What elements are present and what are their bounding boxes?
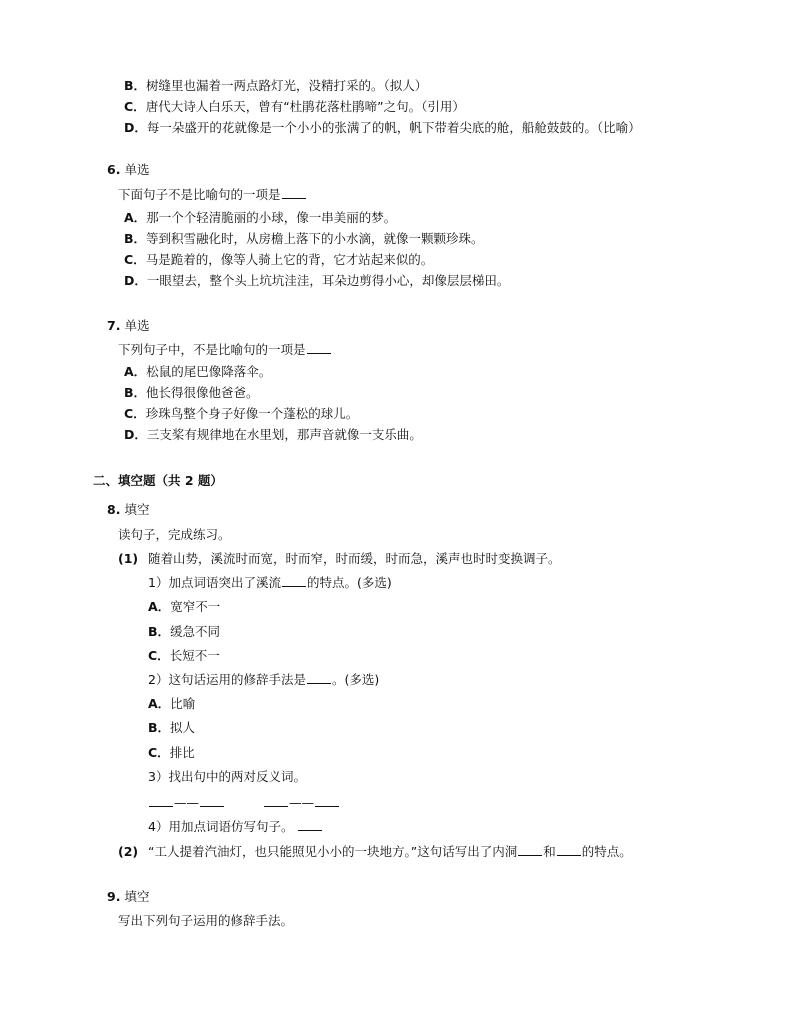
option-letter: B． [124,78,147,93]
q7-option-d [124,426,422,444]
question-type: 单选 [124,162,150,177]
option-text: 比喻 [170,696,196,711]
q8-p1-option-c [148,647,220,665]
q6-option-c [124,251,433,269]
sub-question-text: 随着山势，溪流时而宽，时而窄，时而缓，时而急，溪声也时时变换调子。 [148,551,561,566]
question-stem: 下面句子不是比喻句的一项是 [118,187,281,202]
option-text: 珍珠鸟整个身子好像一个蓬松的球儿。 [145,406,359,421]
answer-blank[interactable] [307,671,331,684]
option-letter: B． [148,624,171,639]
q8-p2-option-c [148,744,195,762]
section-title: 二、填空题（共 2 题） [93,473,223,488]
q8-p3-antonym-blanks [148,794,340,812]
question-number: 8. [107,502,121,517]
answer-blank[interactable] [298,818,322,831]
option-letter: C． [124,99,146,114]
option-text: 一眼望去，整个头上坑坑洼洼，耳朵边剪得小心，却像层层梯田。 [146,273,510,288]
q8-p1-option-b [148,623,220,641]
answer-blank[interactable] [307,341,331,354]
answer-blank[interactable] [315,794,339,807]
q9-header [107,888,149,906]
option-letter: B． [124,231,147,246]
q6-option-d [124,272,509,290]
option-letter: C． [124,406,146,421]
sub-question-text: 的特点。 [581,844,632,859]
option-letter: A． [124,210,147,225]
question-number: 7. [107,318,121,333]
q6-stem [118,186,307,204]
option-text: 排比 [169,745,195,760]
q8-sub1-sentence [118,550,561,568]
q8-p2 [148,671,379,689]
option-text: 松鼠的尾巴像降落伞。 [146,364,272,379]
q8-header [107,501,149,519]
answer-blank[interactable] [264,794,288,807]
question-stem: 下列句子中，不是比喻句的一项是 [118,342,306,357]
q8-p2-option-b [148,719,195,737]
option-letter: A． [124,364,147,379]
answer-blank[interactable] [149,794,173,807]
option-text: 他长得很像他爸爸。 [146,385,259,400]
question-number: 6. [107,162,121,177]
option-text: 唐代大诗人白乐天，曾有“杜鹃花落杜鹃啼”之句。（引用） [145,99,465,114]
q8-p1 [148,574,392,592]
q9-stem: 写出下列句子运用的修辞手法。 [118,913,294,928]
dash: —— [288,795,314,810]
option-text: 马是跪着的，像等人骑上它的背，它才站起来似的。 [145,252,434,267]
option-letter: B． [148,720,171,735]
option-text: 那一个个轻清脆丽的小球，像一串美丽的梦。 [146,210,397,225]
sub-question-text: “工人提着汽油灯，也只能照见小小的一块地方。”这句话写出了内洞 [148,844,518,859]
option-text: 缓急不同 [170,624,221,639]
q5-option-c [124,98,465,116]
option-letter: D． [124,273,147,288]
q8-sub2 [118,843,632,861]
option-text: 树缝里也漏着一两点路灯光，没精打采的。（拟人） [146,78,428,93]
option-text: 宽窄不一 [170,599,221,614]
question-number: 9. [107,889,121,904]
prompt-text: 4）用加点词语仿写句子。 [148,819,294,834]
dash: —— [174,795,199,810]
option-letter: C． [148,745,170,760]
prompt-text: 2）这句话运用的修辞手法是 [148,672,306,687]
option-letter: A． [148,599,171,614]
q5-option-b [124,77,427,95]
answer-blank[interactable] [282,574,306,587]
answer-blank[interactable] [282,186,306,199]
q8-intro: 读句子，完成练习。 [118,527,231,542]
q8-p2-option-a [148,695,195,713]
option-text: 等到积雪融化时，从房檐上落下的小水滴，就像一颗颗珍珠。 [146,231,484,246]
q6-header [107,161,149,179]
option-letter: A． [148,696,171,711]
q6-option-b [124,230,484,248]
option-letter: B． [124,385,147,400]
sub-question-text: 和 [543,844,556,859]
sub-question-label: (1) [118,551,139,566]
q7-option-b [124,384,259,402]
prompt-text: 的特点。(多选) [306,575,392,590]
prompt-text: 1）加点词语突出了溪流 [148,575,281,590]
q5-option-d [124,119,641,137]
q8-p4 [148,818,323,836]
question-type: 填空 [124,889,150,904]
option-text: 拟人 [170,720,196,735]
answer-blank[interactable] [518,843,542,856]
option-letter: C． [124,252,146,267]
option-text: 长短不一 [169,648,220,663]
prompt-text: 。(多选) [331,672,380,687]
q7-option-c [124,405,358,423]
option-letter: D． [124,427,147,442]
q7-stem [118,341,332,359]
answer-blank[interactable] [557,843,581,856]
q6-option-a [124,209,396,227]
q8-p3: 3）找出句中的两对反义词。 [148,769,306,784]
q7-option-a [124,363,271,381]
option-text: 每一朵盛开的花就像是一个小小的张满了的帆，帆下带着尖底的舱，船舱鼓鼓的。（比喻） [146,120,641,135]
answer-blank[interactable] [200,794,224,807]
question-type: 填空 [124,502,150,517]
option-text: 三支桨有规律地在水里划，那声音就像一支乐曲。 [146,427,422,442]
option-letter: C． [148,648,170,663]
sub-question-label: (2) [118,844,139,859]
q8-p1-option-a [148,598,220,616]
q7-header [107,317,149,335]
option-letter: D． [124,120,147,135]
question-type: 单选 [124,318,150,333]
